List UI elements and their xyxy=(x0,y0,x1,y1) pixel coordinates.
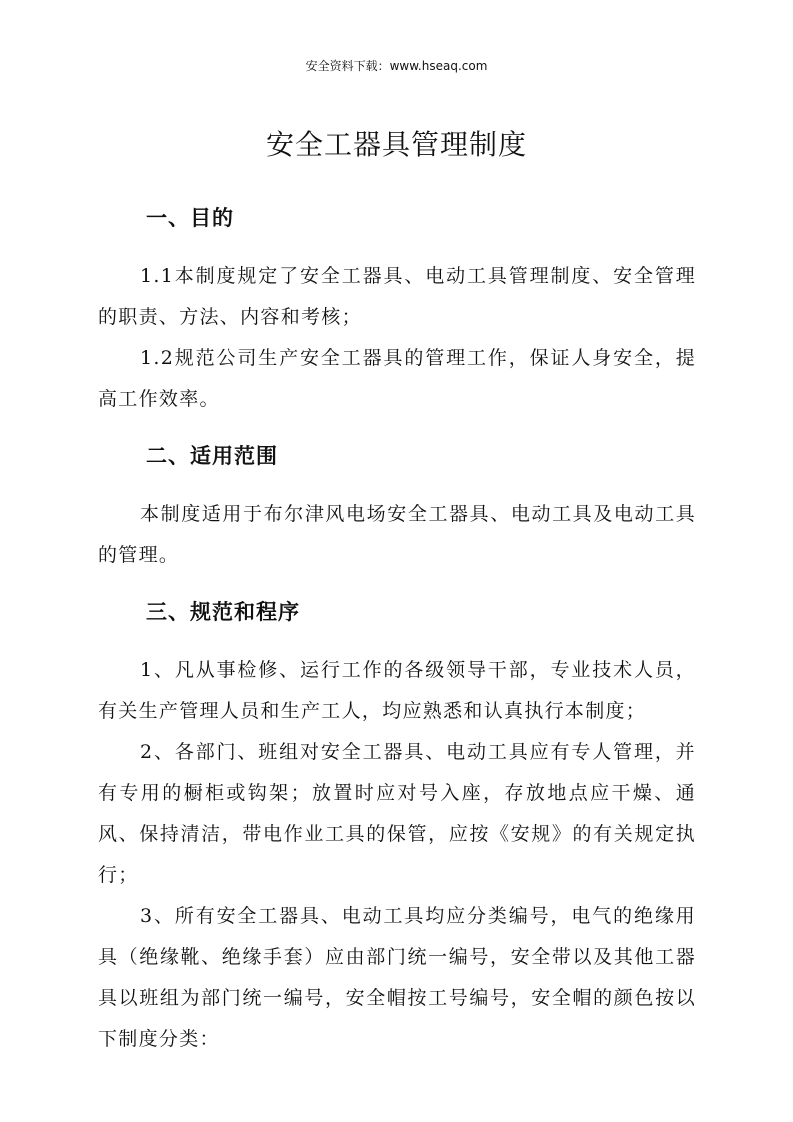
paragraph: 本制度适用于布尔津风电场安全工器具、电动工具及电动工具的管理。 xyxy=(98,503,696,566)
page-header: 安全资料下载：www.hseaq.com xyxy=(305,59,488,73)
paragraph: 1、凡从事检修、运行工作的各级领导干部，专业技术人员，有关生产管理人员和生产工人，均应熟悉和认真执行本制度； xyxy=(98,659,696,722)
document-body xyxy=(98,198,696,1060)
paragraph: 2、各部门、班组对安全工器具、电动工具应有专人管理，并有专用的橱柜或钩架；放置时应对号入座，存放地点应干燥、通风、保持清洁，带电作业工具的保管，应按《安规》的有关规定执行； xyxy=(98,741,696,886)
document-title: 安全工器具管理制度 xyxy=(265,128,527,161)
paragraph: 1.1本制度规定了安全工器具、电动工具管理制度、安全管理的职责、方法、内容和考核； xyxy=(98,265,696,328)
section-heading-scope: 二、适用范围 xyxy=(146,444,278,468)
section-heading-purpose: 一、目的 xyxy=(146,206,234,230)
section-heading-procedures: 三、规范和程序 xyxy=(146,600,300,624)
paragraph: 3、所有安全工器具、电动工具均应分类编号，电气的绝缘用具（绝缘靴、绝缘手套）应由部门统一编号，安全带以及其他工器具以班组为部门统一编号，安全帽按工号编号，安全帽的颜色按以下制度分类： xyxy=(98,905,696,1050)
paragraph: 1.2规范公司生产安全工器具的管理工作，保证人身安全，提高工作效率。 xyxy=(98,347,696,410)
